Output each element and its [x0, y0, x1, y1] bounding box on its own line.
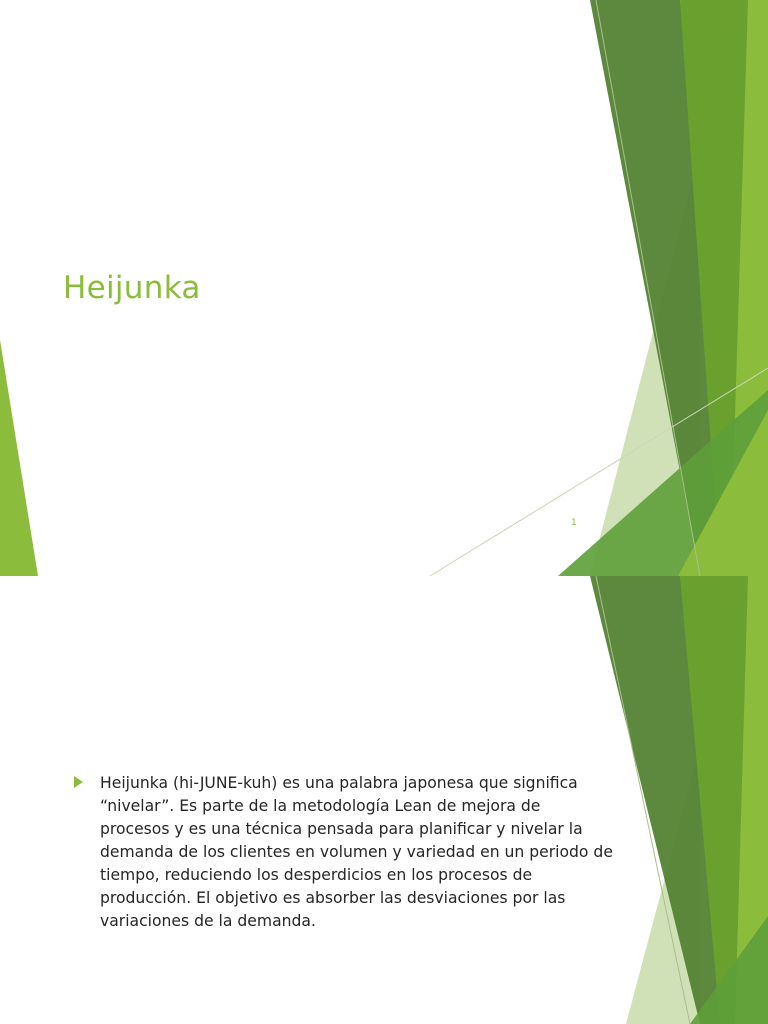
bullet-arrow-icon	[74, 776, 83, 788]
slide-title: Heijunka	[63, 270, 201, 306]
slide-number: 1	[571, 518, 577, 528]
slide-2	[0, 576, 768, 1024]
bullet-text: Heijunka (hi-JUNE-kuh) es una palabra japonesa que significa “nivelar”. Es parte de la metodología Lean de mejora de procesos y es una técnica pensada para planificar y nivelar la demanda de los clientes en volumen y variedad en un periodo de tiempo, reduciendo los desperdicios en los procesos de producción. El objetivo es absorber las desviaciones por las variaciones de la demanda.	[100, 774, 613, 930]
bullet-item	[74, 772, 614, 933]
